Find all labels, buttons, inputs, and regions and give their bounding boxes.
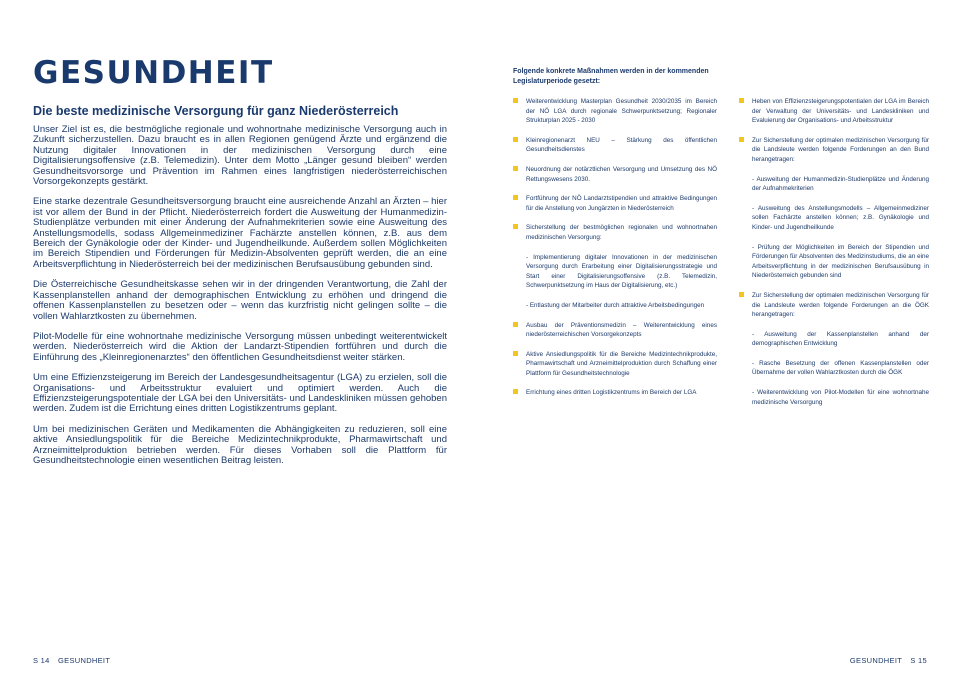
list-item: Neuordnung der notärztlichen Versorgung und Umsetzung des NÖ Rettungswesens 2030. (513, 165, 717, 184)
sub-item: - Weiterentwicklung von Pilot-Modellen für eine wohnortnahe medizinische Versorgung (752, 389, 929, 406)
paragraph: Die Österreichische Gesundheitskasse sehen wir in der dringenden Verantwortung, die Zahl der Kassenplanstellen anhand der demographischen Entwicklung zu erhöhen und dringend die offenen Kassenplanstellen zu besetzen oder – wenn das kurzfristig nicht gelingen sollte – die vollen Wahlarztkosten zu übernehmen. (33, 279, 447, 322)
bullet-icon (513, 98, 518, 103)
bullet-icon (513, 137, 518, 142)
list-item: Errichtung eines dritten Logistikzentrums im Bereich der LGA (513, 388, 717, 398)
sub-item: - Rasche Besetzung der offenen Kassenplanstellen oder Übernahme der vollen Wahlarztkosten durch die ÖGK (752, 359, 929, 377)
page-number: S 15 (910, 656, 927, 665)
sub-item: - Ausweitung des Anstellungsmodells – Allgemeinmediziner sollen Fachärzte anstellen können; z.B. Gynäkologie und Kinder- und Jugendheilkunde (752, 204, 929, 231)
measures-intro: Folgende konkrete Maßnahmen werden in der kommenden Legislaturperiode gesetzt: (513, 68, 709, 85)
list-item: Weiterentwicklung Masterplan Gesundheit 2030/2035 im Bereich der NÖ LGA durch regionale Schwerpunktsetzung; Regionaler Strukturplan 2025 - 2030 (513, 97, 717, 126)
page-title: GESUNDHEIT (33, 55, 274, 91)
paragraph: Pilot-Modelle für eine wohnortnahe medizinische Versorgung müssen unbedingt weiterentwickelt werden. Niederösterreich wird die Aktion der Landarzt-Stipendien fortführen und durch die Einführung des „Kleinregionenarztes“ den öffentlichen Gesundheitsdienst weiter stärken. (33, 330, 447, 363)
footer-right (850, 656, 927, 665)
bullet-icon (513, 322, 518, 327)
paragraph: Unser Ziel ist es, die bestmögliche regionale und wohnortnahe medizinische Versorgung auch in Zukunft sicherzustellen. Dazu braucht es in allen Regionen genügend Ärzte und ergänzend die Nutzung digitaler Innovationen in der medizinischen Versorgung durch eine Digitalisierungsoffensive (z.B. Telemedizin). Unter dem Motto „Länger gesund bleiben“ werden Gesundheitsvorsorge und Prävention im Rahmen eines langfristigen niederösterreichischen Vorsorgekonzepts gestärkt. (33, 124, 447, 188)
bullet-icon (513, 195, 518, 200)
bullet-icon (513, 389, 518, 394)
paragraph: Um bei medizinischen Geräten und Medikamenten die Abhängigkeiten zu reduzieren, soll eine aktive Ansiedlungspolitik für die Bereiche Medizintechnikprodukte, Pharmawirtschaft und Arzneimittelproduktion betrieben werden. Für dieses Vorhaben soll die Plattform für Gesundheitstechnologie einen wesentlichen Beitrag leisten. (33, 423, 447, 466)
footer-section: GESUNDHEIT (849, 656, 902, 665)
list-item: Kleinregionenarzt NEU – Stärkung des öffentlichen Gesundheitsdienstes (513, 136, 717, 155)
bullet-icon (739, 137, 744, 142)
sub-item: - Entlastung der Mitarbeiter durch attraktive Arbeitsbedingungen (526, 301, 705, 309)
list-item: Fortführung der NÖ Landarztstipendien und attraktive Bedingungen für die Anstellung von Jungärzten in Niederösterreich (513, 194, 717, 213)
footer-left (33, 656, 110, 665)
paragraph: Um eine Effizienzsteigerung im Bereich der Landesgesundheitsagentur (LGA) zu erzielen, soll die Organisations- und Arbeitsstruktur evaluiert und optimiert werden. Auch die Effizienzsteigerungspotentiale der LGA bei den Universitäts- und Landeskliniken müssen gehoben werden. Zudem ist die Errichtung eines dritten Logistikzentrums geplant. (33, 372, 447, 415)
footer-section: GESUNDHEIT (58, 656, 111, 665)
sub-item: - Implementierung digitaler Innovationen in der medizinischen Versorgung durch Erarbeitung einer Digitalisierungsstrategie und Start einer Digitalisierungsoffensive (z.B. Telemedizin, Schwerpunktsetzung im Haus der Digitalisierung, etc.) (526, 253, 717, 290)
bullet-icon (513, 224, 518, 229)
measures-column-2 (739, 97, 929, 417)
measures-column-1 (513, 97, 717, 408)
sub-item: - Ausweitung der Kassenplanstellen anhand der demographischen Entwicklung (752, 330, 929, 348)
bullet-icon (513, 351, 518, 356)
list-item: Sicherstellung der bestmöglichen regionalen und wohnortnahen medizinischen Versorgung: - Implementierung digitaler Innovationen in der medizinischen Versorgung durch Erarbeitung einer Digitalisierungsstrategie und Start einer Digitalisierungsoffensive (z.B. Telemedizin, Schwerpunktsetzung im Haus der Digitalisierung, etc.) - Entlastung der Mitarbeiter durch attraktive Arbeitsbedingungen (513, 223, 717, 310)
sub-item: - Ausweitung der Humanmedizin-Studienplätze und Änderung der Aufnahmekriterien (752, 175, 929, 193)
bullet-icon (739, 292, 744, 297)
bullet-icon (739, 98, 744, 103)
page-number: S 14 (33, 656, 50, 665)
paragraph: Eine starke dezentrale Gesundheitsversorgung braucht eine ausreichende Anzahl an Ärzten – hier ist vor allem der Bund in der Pflicht. Niederösterreich fordert die Ausweitung der Humanmedizin-Studienplätze verbunden mit einer Änderung der Aufnahmekriterien sowie eine Ausweitung des Anstellungsmodells, sodass Allgemeinmediziner Fachärzte anstellen können, z.B. aus dem Bereich der Gynäkologie oder der Kinder- und Jugendheilkunde. Außerdem sollen Möglichkeiten im Bereich Stipendien und Förderungen für Medizin-Absolventen geprüft werden, die an eine Arbeitsverpflichtung in Niederösterreich bei der medizinischen Berufsausübung gebunden sind. (33, 196, 447, 270)
list-item: Aktive Ansiedlungspolitik für die Bereiche Medizintechnikprodukte, Pharmawirtschaft und Arzneimittelproduktion durch Schaffung einer Plattform für Gesundheitstechnologie (513, 350, 717, 379)
page-subtitle: Die beste medizinische Versorgung für ganz Niederösterreich (33, 104, 399, 118)
sub-item: - Prüfung der Möglichkeiten im Bereich der Stipendien und Förderungen für Absolventen des Medizinstudiums, die an eine Arbeitsverpflichtung in der medizinischen Berufsausübung in Niederösterreich gebunden sind (752, 243, 929, 280)
body-text (33, 125, 447, 476)
right-page (480, 0, 960, 679)
list-item: Heben von Effizienzsteigerungspotentialen der LGA im Bereich der Verwaltung der Universitäts- und Landeskliniken und Evaluierung der Organisations- und Arbeitsstruktur (739, 97, 929, 126)
list-item: Zur Sicherstellung der optimalen medizinischen Versorgung für die Landsleute werden folgende Forderungen an die ÖGK herangetragen: - Ausweitung der Kassenplanstellen anhand der demographischen Entwicklung - Rasche Besetzung der offenen Kassenplanstellen oder Übernahme der vollen Wahlarztkosten durch die ÖGK - Weiterentwicklung von Pilot-Modellen für eine wohnortnahe medizinische Versorgung (739, 291, 929, 407)
bullet-icon (513, 166, 518, 171)
list-item: Ausbau der Präventionsmedizin – Weiterentwicklung eines niederösterreichischen Vorsorgekonzepts (513, 321, 717, 340)
list-item: Zur Sicherstellung der optimalen medizinischen Versorgung für die Landsleute werden folgende Forderungen an den Bund herangetragen: - Ausweitung der Humanmedizin-Studienplätze und Änderung der Aufnahmekriterien - Ausweitung des Anstellungsmodells – Allgemeinmediziner sollen Fachärzte anstellen können; z.B. Gynäkologie und Kinder- und Jugendheilkunde - Prüfung der Möglichkeiten im Bereich der Stipendien und Förderungen für Absolventen des Medizinstudiums, die an eine Arbeitsverpflichtung in der medizinischen Berufsausübung in Niederösterreich gebunden sind (739, 136, 929, 281)
